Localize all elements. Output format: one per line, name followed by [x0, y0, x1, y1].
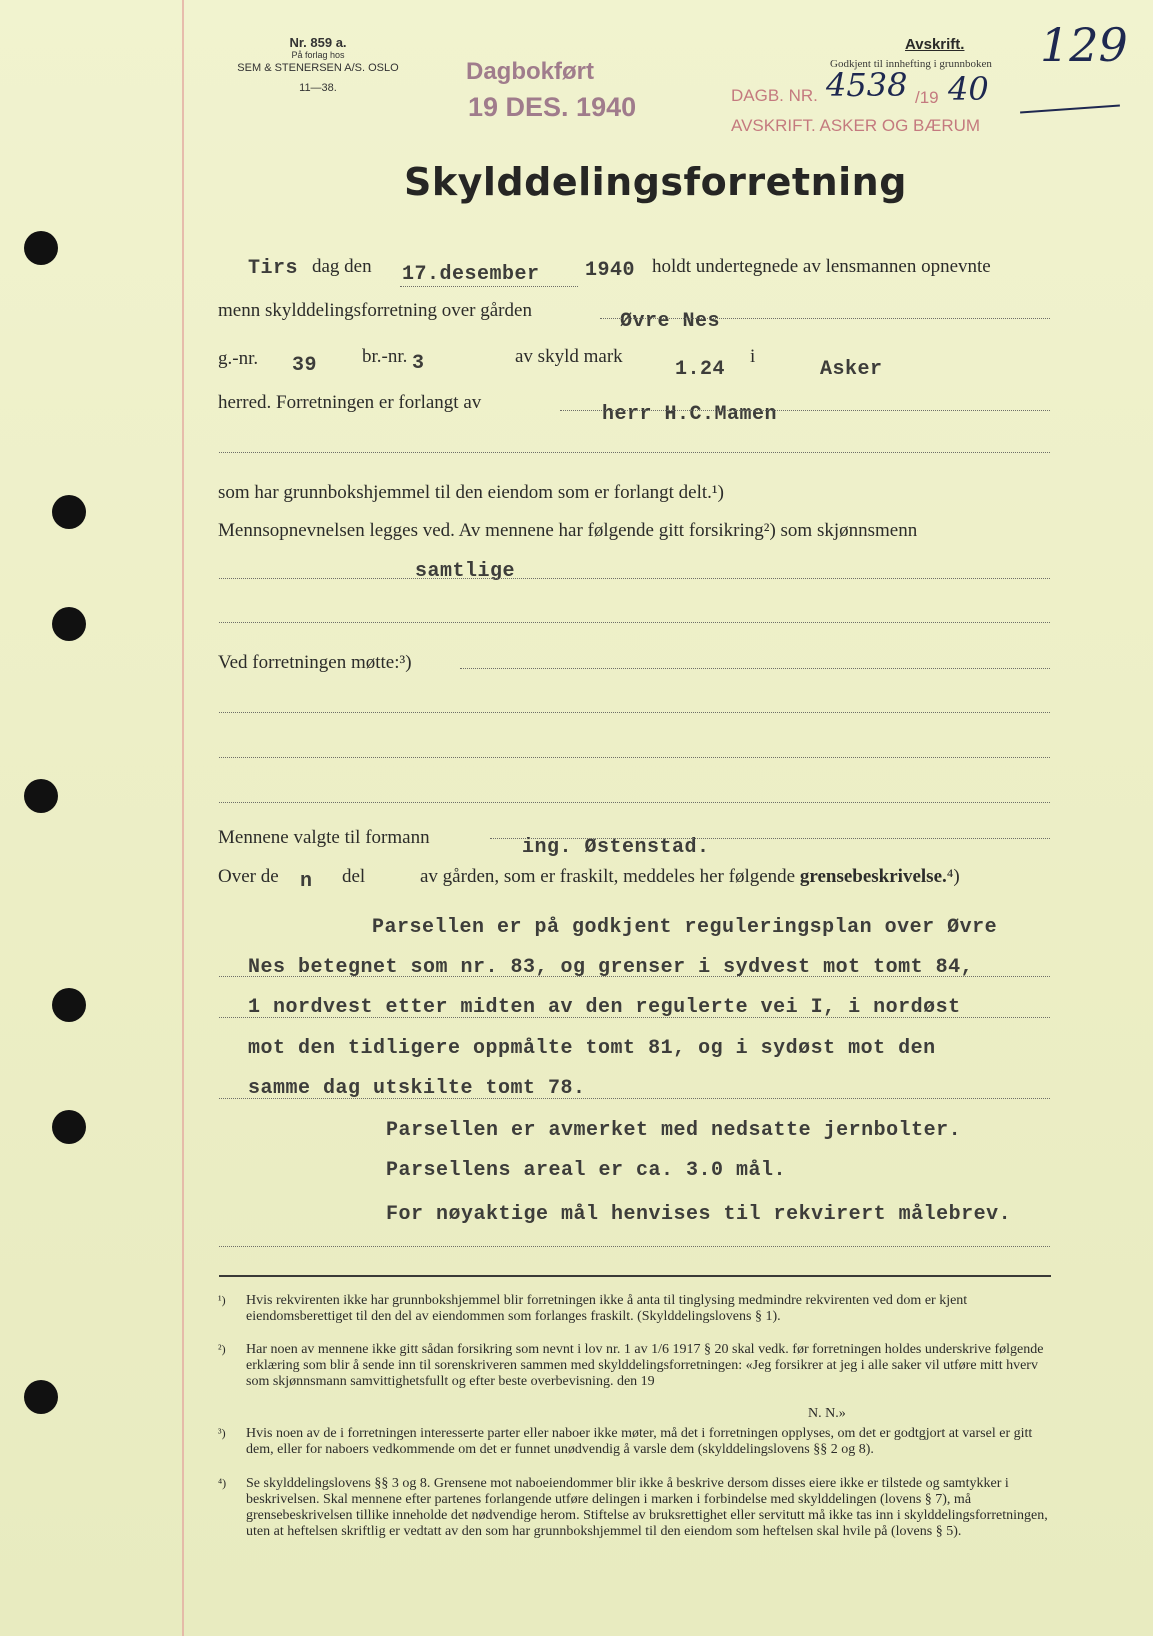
insured-field: samtlige: [415, 560, 516, 583]
bnr-label: br.-nr.: [362, 346, 408, 367]
margin-line: [182, 0, 184, 1636]
punch-hole: [24, 1380, 58, 1414]
dag-den-label: dag den: [312, 256, 372, 277]
bnr-field: 3: [412, 352, 425, 375]
blank-line: [219, 802, 1050, 803]
blank-line: [219, 712, 1050, 713]
description-line: Parsellen er avmerket med nedsatte jernbolter.: [386, 1119, 962, 1142]
requester-field: herr H.C.Mamen: [602, 403, 778, 426]
description-line: samme dag utskilte tomt 78.: [248, 1077, 586, 1100]
punch-hole: [52, 1110, 86, 1144]
footnote-number: ²): [218, 1342, 226, 1356]
date-line: [400, 286, 578, 287]
chairman-text: Mennene valgte til formann: [218, 827, 430, 848]
blank-line: [219, 622, 1050, 623]
footnote-number: ³): [218, 1426, 226, 1440]
footnote-text: Se skylddelingslovens §§ 3 og 8. Grensene mot naboeiendommer blir ikke å beskrive dersom disses eiere ikke er tilstede og samtykker i beskrivelsen. Skal mennene efter partenes forlangende utføre delingen i marken i forbindelse med skylddelingen (lovens § 7), må grensebeskrivelsen tillike inneholde det nødvendige herom. Stiftelse av bruksrettighet eller servitutt må ikke tas inn i skylddelingsforretningen, uten at heftelsen skriftlig er vedtatt av den som har grunnbokshjemmel til den eiendom som heftelsen skal hvile på (lovens § 5).: [246, 1476, 1048, 1539]
copy-label: Avskrift.: [905, 36, 965, 53]
gnr-label: g.-nr.: [218, 348, 259, 369]
blank-line: [219, 452, 1050, 453]
description-line: 1 nordvest etter midten av den regulerte vei I, i nordøst: [248, 996, 961, 1019]
footnote-separator: [219, 1275, 1051, 1277]
punch-hole: [52, 607, 86, 641]
skyld-field: 1.24: [675, 358, 726, 381]
over-rest-text: [420, 866, 960, 888]
description-line: Nes betegnet som nr. 83, og grenser i sydvest mot tomt 84,: [248, 956, 974, 979]
description-line: For nøyaktige mål henvises til rekvirert målebrev.: [386, 1203, 1012, 1226]
court-stamp: AVSKRIFT. ASKER OG BÆRUM: [731, 116, 981, 135]
dagb-year-prefix: /19: [915, 88, 939, 107]
requester-line: [560, 410, 1050, 411]
held-text: holdt undertegnede av lensmannen opnevnte: [652, 256, 991, 277]
dagb-nr-label: DAGB. NR.: [731, 86, 818, 105]
footnote-ref: ⁴): [946, 866, 960, 887]
dagb-nr-value: 4538: [826, 66, 908, 104]
copy-note: Godkjent til innhefting i grunnboken: [830, 58, 992, 70]
punch-hole: [24, 779, 58, 813]
stamp-date: 19 DES. 1940: [468, 92, 637, 122]
footnote-text: Hvis rekvirenten ikke har grunnbokshjemmel blir forretningen ikke å anta til tinglysing medmindre rekvirenten ved dom er kjent eiendomsberettiget til den del av eiendommen som forlanges fraskilt. (Skylddelingslovens § 1).: [246, 1293, 968, 1324]
page-title: Skylddelingsforretning: [404, 160, 907, 204]
gnr-field: 39: [292, 354, 318, 377]
del-text: del: [342, 866, 366, 887]
chairman-field: ing. Østenstad.: [522, 836, 710, 859]
footnote-signature: N. N.»: [808, 1406, 846, 1421]
footnote-text: Har noen av mennene ikke gitt sådan forsikring som nevnt i lov nr. 1 av 1/6 1917 § 20 skal vedk. før forretningen holdes underskrive følgende erklæring som blir å sende inn til sorenskriveren sammen med skylddelingsforretningen: «Jeg forsikrer at jeg i alle saker vil utføre mitt hverv som skjønnsmann samvittighetsfullt og efter beste overbevisning. den 19: [246, 1342, 1044, 1389]
description-rule: [219, 1098, 1050, 1099]
skyld-label: av skyld mark: [515, 346, 623, 367]
punch-hole: [52, 988, 86, 1022]
over-farm-text: menn skylddelingsforretning over gården: [218, 300, 532, 321]
dagb-year-value: 40: [948, 70, 989, 108]
over-n-field: n: [300, 870, 313, 893]
grunnbok-text: som har grunnbokshjemmel til den eiendom som er forlangt delt.¹): [218, 482, 724, 503]
insured-line: [219, 578, 1050, 579]
over-de-text: Over de: [218, 866, 279, 887]
mennsopnevnelse-text: Mennsopnevnelsen legges ved. Av mennene har følgende gitt forsikring²) som skjønnsmenn: [218, 520, 918, 541]
description-line: Parsellens areal er ca. 3.0 mål.: [386, 1159, 787, 1182]
description-line: mot den tidligere oppmålte tomt 81, og i sydøst mot den: [248, 1037, 936, 1060]
description-line: Parsellen er på godkjent reguleringsplan over Øvre: [372, 916, 998, 939]
printer-block: [218, 36, 418, 95]
municipality-field: Asker: [820, 358, 883, 381]
herred-text: herred. Forretningen er forlangt av: [218, 392, 482, 413]
attended-text: Ved forretningen møtte:³): [218, 652, 412, 673]
year-field: 1940: [585, 259, 636, 282]
folio-number: 129: [1040, 18, 1128, 72]
blank-line: [219, 757, 1050, 758]
date-field: 17.desember: [402, 263, 540, 286]
description-rule: [219, 1246, 1050, 1247]
description-rule: [219, 1017, 1050, 1018]
attended-line: [460, 668, 1050, 669]
grensebeskrivelse-label: grensebeskrivelse.: [799, 866, 947, 887]
over-rest-label: av gården, som er fraskilt, meddeles her følgende: [420, 866, 796, 887]
i-label: i: [750, 346, 756, 367]
footnote-number: ¹): [218, 1293, 226, 1307]
footnote-number: ⁴): [218, 1476, 227, 1490]
farm-field: Øvre Nes: [620, 310, 721, 333]
weekday-field: Tirs: [248, 257, 299, 280]
printer-date: 11—38.: [299, 82, 337, 94]
footnote-text: Hvis noen av de i forretningen interesserte parter eller naboer ikke møter, må det i forretningen opplyses, om det er godtgjort at varsel er gitt dem, eller for naboers vedkommende om det er funnet unødvendig å varsle dem (skylddelingslovens §§ 2 og 8).: [246, 1426, 1033, 1457]
farm-line: [600, 318, 1050, 319]
folio-underline: [1020, 105, 1120, 114]
printer-name: SEM & STENERSEN A/S. OSLO: [237, 62, 399, 74]
stamp-booked: Dagbokført: [466, 58, 594, 85]
form-number: Nr. 859 a.: [289, 35, 347, 50]
punch-hole: [24, 231, 58, 265]
chairman-line: [490, 838, 1050, 839]
printer-line: På forlag hos: [291, 50, 345, 60]
punch-hole: [52, 495, 86, 529]
description-rule: [219, 976, 1050, 977]
